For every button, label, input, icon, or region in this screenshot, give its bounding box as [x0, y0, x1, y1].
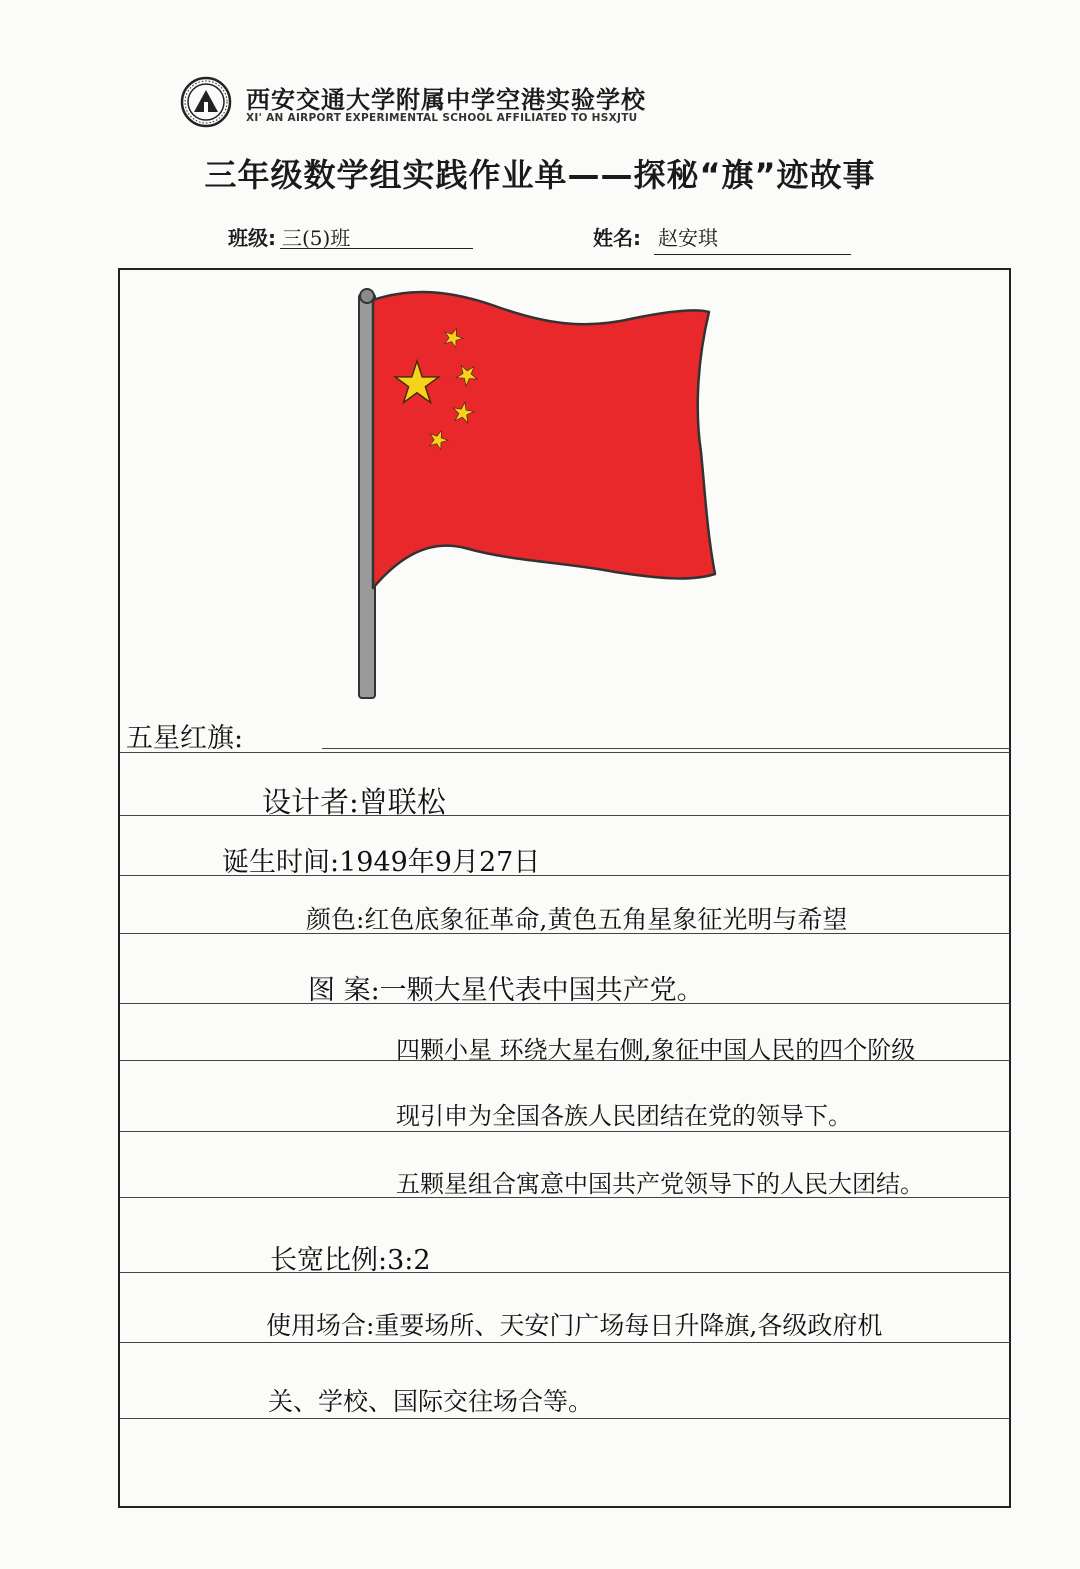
flag-heading: 五星红旗:: [126, 723, 244, 754]
birth-date-note: 诞生时间:1949年9月27日: [222, 847, 541, 878]
ruled-line: [120, 1131, 1010, 1132]
usage-note: 使用场合:重要场所、天安门广场每日升降旗,各级政府机: [266, 1311, 883, 1340]
usage-note-line2: 关、学校、国际交往场合等。: [268, 1387, 594, 1416]
name-underline: [654, 254, 851, 255]
worksheet-title: 三年级数学组实践作业单——探秘“旗”迹故事: [204, 156, 876, 194]
designer-note: 设计者:曾联松: [262, 785, 446, 819]
name-value: 赵安琪: [658, 226, 718, 250]
color-note: 颜色:红色底象征革命,黄色五角星象征光明与希望: [306, 905, 848, 934]
pattern-note: 图 案:一颗大星代表中国共产党。: [308, 975, 704, 1006]
class-underline: [280, 248, 473, 249]
pattern-note-line4: 五颗星组合寓意中国共产党领导下的人民大团结。: [396, 1170, 924, 1198]
school-logo-icon: [180, 76, 232, 128]
ruled-line: [120, 1418, 1010, 1419]
ruled-line: [120, 815, 1010, 816]
ruled-line: [120, 1272, 1010, 1273]
ratio-note: 长宽比例:3:2: [270, 1245, 431, 1276]
five-star-red-flag-drawing: [345, 282, 725, 707]
class-value: 三(5)班: [282, 226, 351, 250]
pattern-note-line2: 四颗小星 环绕大星右侧,象征中国人民的四个阶级: [396, 1036, 916, 1064]
class-label: 班级:: [228, 226, 276, 250]
pattern-note-line3: 现引申为全国各族人民团结在党的领导下。: [396, 1102, 852, 1130]
ruled-line: [120, 752, 1010, 753]
name-label: 姓名:: [593, 226, 641, 250]
school-name-cn: 西安交通大学附属中学空港实验学校: [246, 86, 646, 114]
worksheet-header: [0, 0, 1080, 270]
flag-field: [373, 292, 715, 588]
ruled-line: [322, 748, 1010, 749]
ruled-line: [120, 1342, 1010, 1343]
school-name-en: XI' AN AIRPORT EXPERIMENTAL SCHOOL AFFILIATED TO HSXJTU: [246, 112, 638, 124]
